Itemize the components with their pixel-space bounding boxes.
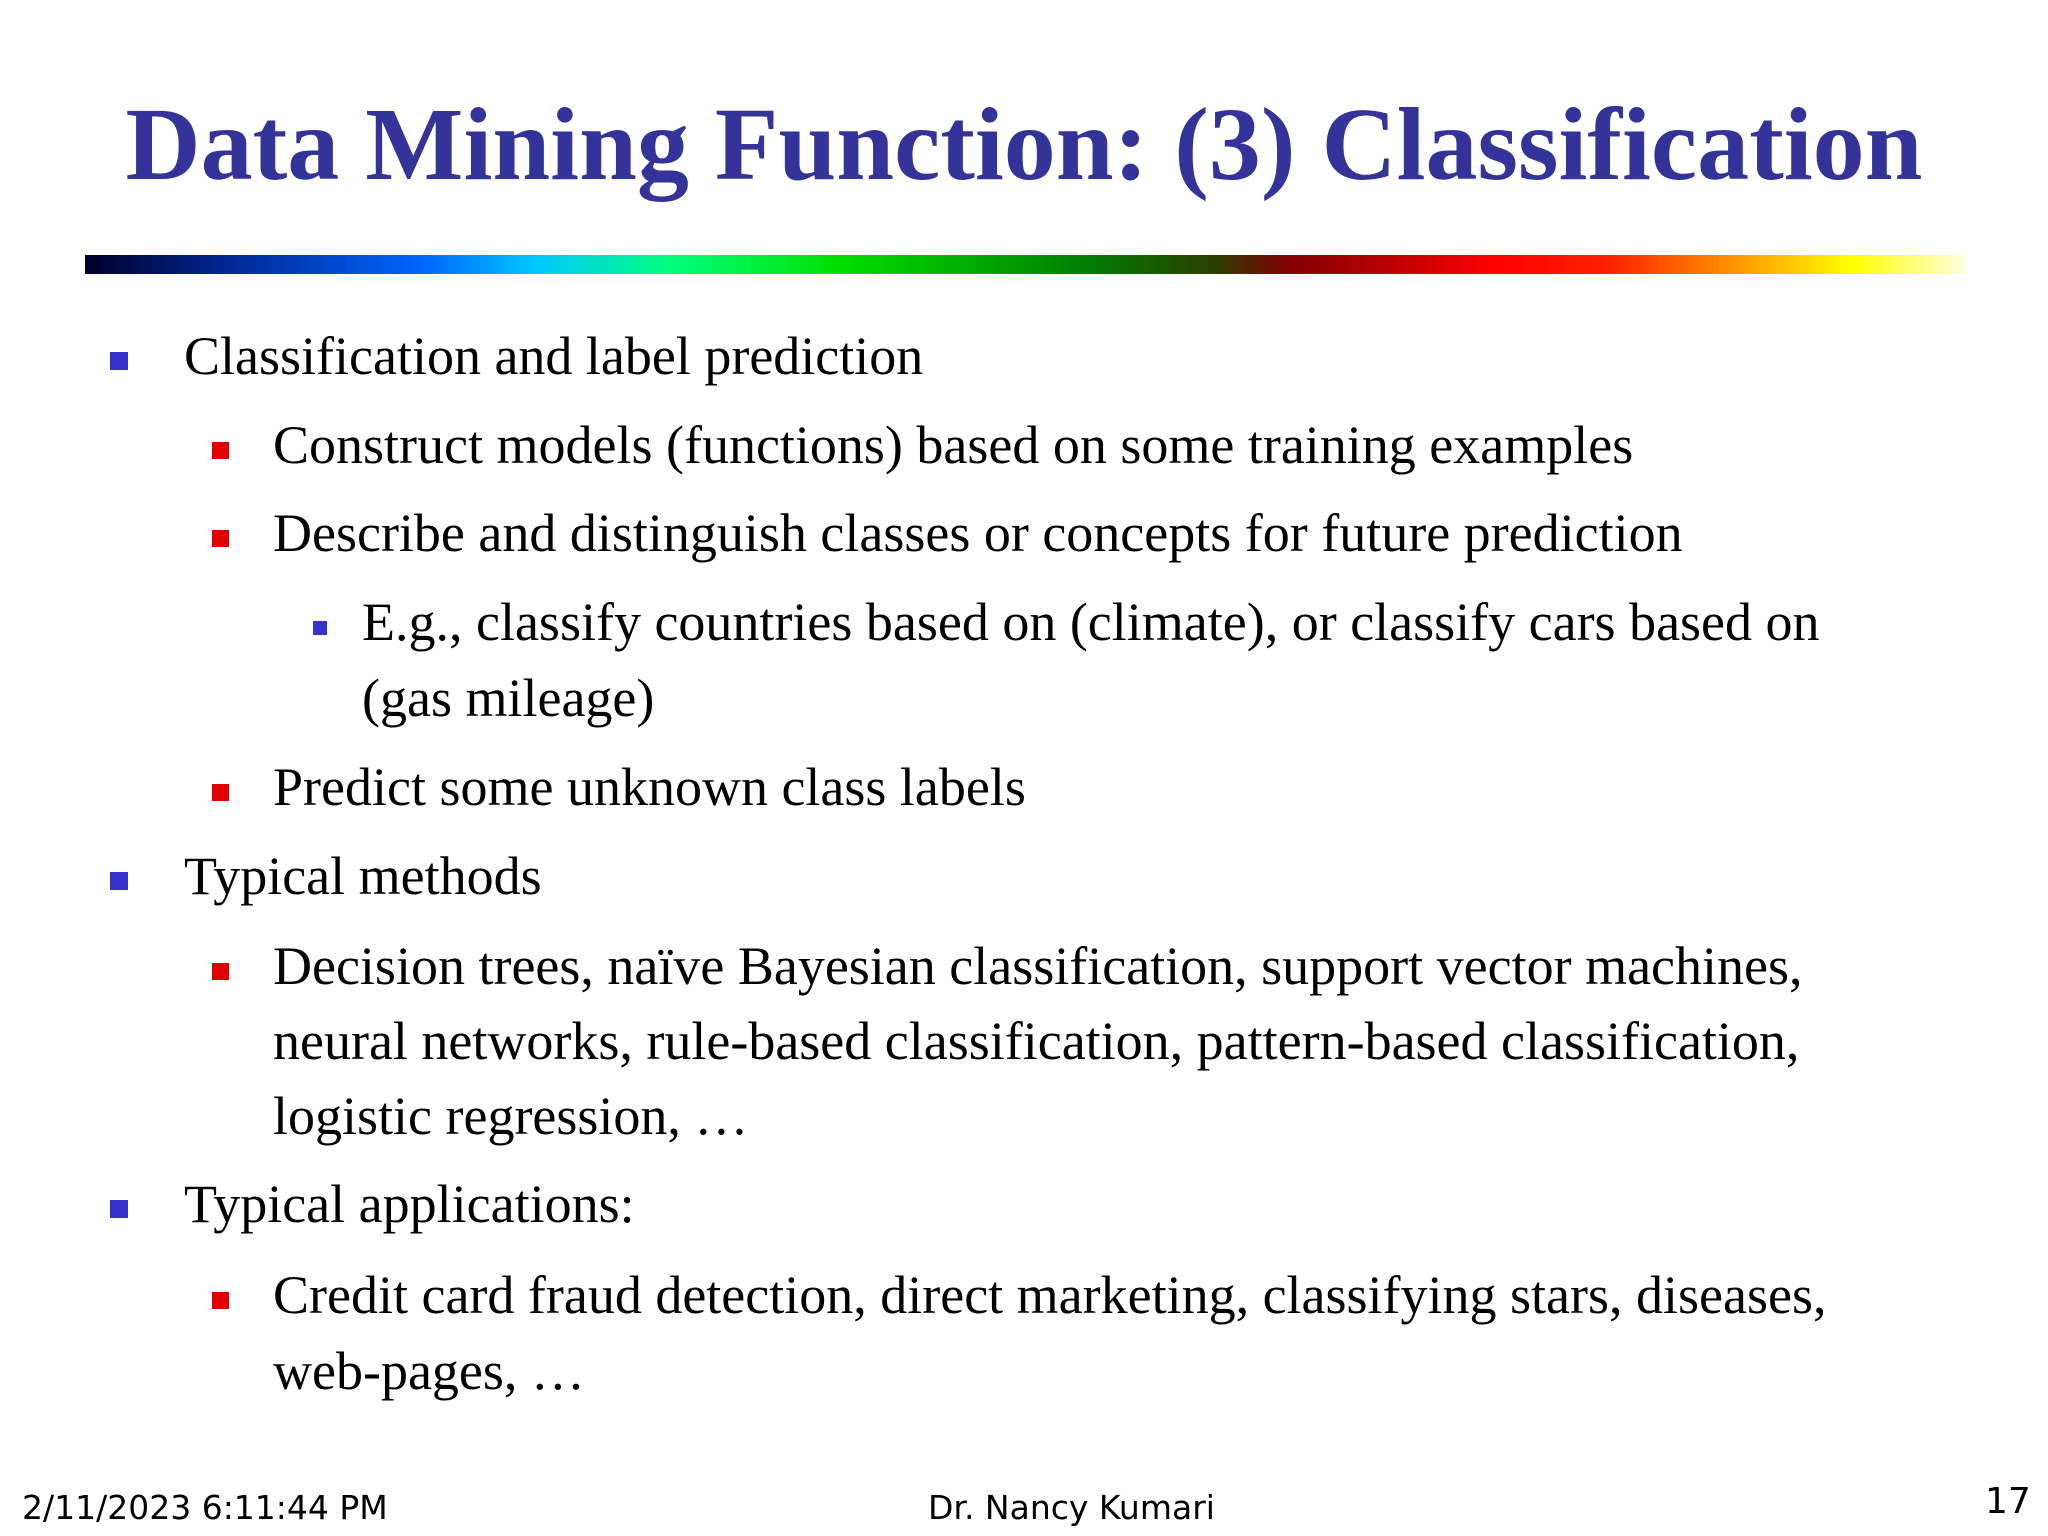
footer-author: Dr. Nancy Kumari [928, 1488, 1215, 1527]
bullet-text: Describe and distinguish classes or concepts for future prediction [273, 503, 1683, 563]
square-bullet-icon [212, 963, 229, 980]
square-bullet-icon [110, 1200, 128, 1218]
square-bullet-icon [212, 442, 229, 459]
bullet-text: Typical applications: [184, 1174, 635, 1234]
square-bullet-icon [110, 352, 128, 370]
bullet-text-line: Decision trees, naïve Bayesian classification, support vector machines, [273, 936, 1803, 996]
slide-title: Data Mining Function: (3) Classification [125, 87, 1923, 202]
bullet-text-line: E.g., classify countries based on (climate), or classify cars based on [362, 592, 1820, 652]
footer-datetime: 2/11/2023 6:11:44 PM [22, 1488, 388, 1527]
square-bullet-icon [313, 621, 327, 635]
bullet-text: Typical methods [184, 846, 542, 906]
bullet-text: Predict some unknown class labels [273, 757, 1026, 817]
bullet-text-line: logistic regression, … [273, 1086, 749, 1146]
bullet-text-line: Credit card fraud detection, direct marketing, classifying stars, diseases, [273, 1265, 1827, 1325]
bullet-text-line: neural networks, rule-based classification, pattern-based classification, [273, 1011, 1800, 1071]
bullet-text: Construct models (functions) based on some training examples [273, 415, 1634, 475]
bullet-text: Classification and label prediction [184, 326, 924, 386]
square-bullet-icon [110, 872, 128, 890]
bullet-text-line: (gas mileage) [362, 668, 655, 728]
square-bullet-icon [212, 784, 229, 801]
square-bullet-icon [212, 530, 229, 547]
square-bullet-icon [212, 1292, 229, 1309]
footer-page-number: 17 [1985, 1481, 2031, 1522]
bullet-text-line: web-pages, … [273, 1341, 585, 1401]
